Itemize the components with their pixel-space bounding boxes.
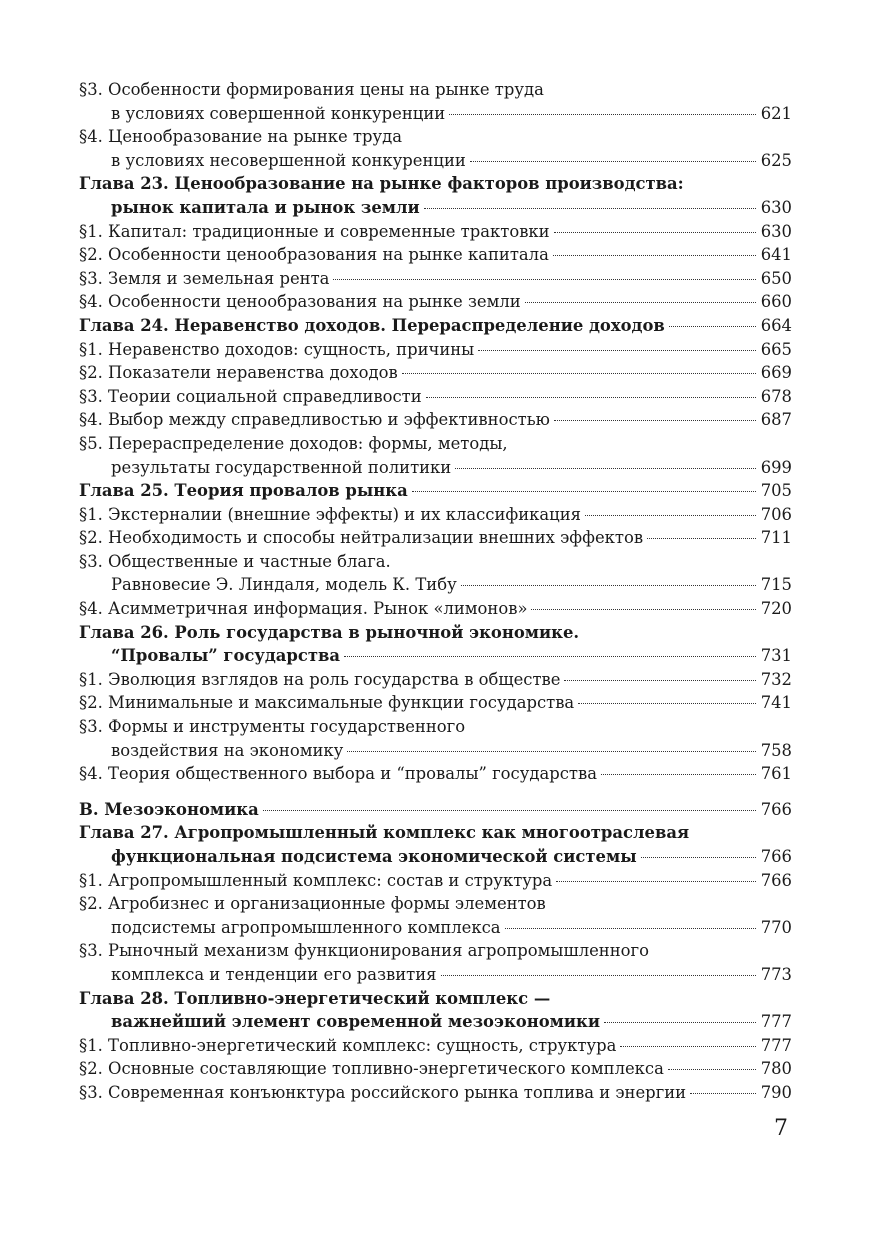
toc-entry-text: Глава 27. Агропромышленный комплекс как многоотраслевая	[79, 823, 690, 843]
toc-section-line	[79, 597, 792, 621]
dot-leader	[556, 881, 756, 882]
toc-entry-text	[79, 385, 422, 409]
dot-leader	[461, 585, 756, 586]
toc-page-number: 630	[760, 221, 792, 241]
toc-entry-text	[79, 715, 465, 739]
toc-entry-title: 4. Асимметричная информация. Рынок «лимонов»	[87, 599, 528, 619]
toc-entry-text	[79, 550, 391, 574]
toc-section-line	[79, 939, 792, 963]
toc-entry-text	[79, 597, 527, 621]
toc-entry-text: Глава 26. Роль государства в рыночной экономике.	[79, 622, 580, 642]
section-mark: §	[79, 410, 88, 430]
dot-leader	[455, 468, 756, 469]
toc-page-number: 777	[760, 1035, 792, 1055]
toc-page-number: 664	[760, 315, 792, 335]
toc-section-line	[79, 573, 792, 597]
toc-entry-text: Глава 24. Неравенство доходов. Перераспределение доходов	[79, 315, 665, 335]
dot-leader	[641, 857, 756, 858]
toc-entry-title: 1. Неравенство доходов: сущность, причины	[87, 339, 475, 359]
toc-page-number: 790	[760, 1082, 792, 1102]
toc-entry-text	[79, 762, 597, 786]
dot-leader	[690, 1093, 756, 1094]
toc-section-line	[79, 290, 792, 314]
dot-leader	[553, 255, 756, 256]
section-mark: §	[79, 764, 88, 784]
toc-entry-text: результаты государственной политики	[111, 457, 452, 477]
toc-entry-text: в условиях совершенной конкуренции	[111, 103, 446, 123]
toc-section-line	[79, 361, 792, 385]
dot-leader	[412, 491, 756, 492]
toc-section-line	[79, 456, 792, 480]
toc-entry-text: важнейший элемент современной мезоэкономики	[111, 1012, 601, 1032]
dot-leader	[578, 703, 756, 704]
section-mark: §	[79, 80, 88, 99]
dot-leader	[554, 420, 756, 421]
toc-page-number: 711	[760, 528, 792, 548]
toc-entry-title: 4. Особенности ценообразования на рынке земли	[87, 292, 521, 312]
toc-entry-text: рынок капитала и рынок земли	[111, 197, 420, 217]
toc-section-line	[79, 869, 792, 893]
toc-entry-title: 3. Рыночный механизм функционирования агропромышленного	[87, 941, 649, 961]
toc-entry-text	[79, 125, 402, 149]
toc-page-number: 761	[760, 764, 792, 784]
section-mark: §	[79, 894, 88, 914]
toc-entry-text	[79, 243, 549, 267]
toc-entry-title: 2. Основные составляющие топливно-энергетического комплекса	[87, 1059, 664, 1079]
toc-page-number: 687	[760, 410, 792, 430]
toc-entry-title: 5. Перераспределение доходов: формы, методы,	[87, 433, 508, 453]
toc-page-number: 699	[760, 457, 792, 477]
section-mark: §	[79, 693, 88, 713]
dot-leader	[554, 232, 756, 233]
toc-entry-title: 3. Формы и инструменты государственного	[87, 717, 466, 737]
toc-page-number: 741	[760, 693, 792, 713]
toc-section-line	[79, 762, 792, 786]
toc-entry-text	[79, 78, 544, 102]
section-mark: §	[79, 245, 88, 265]
toc-entry-text	[79, 290, 521, 314]
toc-entry-title: 2. Агробизнес и организационные формы элементов	[87, 894, 546, 914]
toc-entry-text: В. Мезоэкономика	[79, 799, 259, 819]
toc-entry-text	[79, 361, 398, 385]
toc-entry-text: Глава 23. Ценообразование на рынке факторов производства:	[79, 174, 684, 194]
dot-leader	[344, 656, 756, 657]
page-number: 7	[774, 1116, 788, 1141]
toc-page-number: 625	[760, 150, 792, 170]
dot-leader	[564, 680, 756, 681]
toc-section-line	[79, 1081, 792, 1105]
toc-section-line	[79, 1057, 792, 1081]
toc-entry-title: 1. Капитал: традиционные и современные трактовки	[87, 221, 550, 241]
toc-entry-title: 1. Экстерналии (внешние эффекты) и их классификация	[87, 504, 581, 524]
toc-page-number: 621	[760, 103, 792, 123]
toc-entry-text	[79, 691, 574, 715]
toc-entry-text: комплекса и тенденции его развития	[111, 964, 437, 984]
toc-page-number: 669	[760, 363, 792, 383]
section-mark: §	[79, 1035, 88, 1055]
dot-leader	[333, 279, 756, 280]
toc-page-number: 665	[760, 339, 792, 359]
toc-chapter-line	[79, 1010, 792, 1034]
toc-section-line	[79, 102, 792, 126]
toc-entry-title: 3. Современная конъюнктура российского рынка топлива и энергии	[87, 1082, 687, 1102]
toc-section-line	[79, 78, 792, 102]
toc-section-line	[79, 149, 792, 173]
toc-page-number: 780	[760, 1059, 792, 1079]
toc-page-number: 720	[760, 599, 792, 619]
toc-chapter-line	[79, 798, 792, 822]
toc-entry-text	[79, 432, 508, 456]
section-mark: §	[79, 941, 88, 961]
toc-entry-title: 3. Земля и земельная рента	[87, 268, 330, 288]
section-mark: §	[79, 669, 88, 689]
toc-section-line	[79, 385, 792, 409]
toc-entry-text	[79, 1057, 664, 1081]
toc-section-line	[79, 963, 792, 987]
dot-leader	[669, 326, 756, 327]
toc-chapter-line	[79, 821, 792, 845]
dot-leader	[470, 161, 756, 162]
toc-section-line	[79, 668, 792, 692]
toc-entry-text	[79, 526, 643, 550]
toc-section-line	[79, 125, 792, 149]
section-mark: §	[79, 339, 88, 359]
toc-entry-title: 3. Теории социальной справедливости	[87, 386, 422, 406]
toc-entry-title: 2. Необходимость и способы нейтрализации внешних эффектов	[87, 528, 644, 548]
dot-leader	[402, 373, 756, 374]
toc-section-line	[79, 550, 792, 574]
toc-entry-text	[79, 267, 329, 291]
section-mark: §	[79, 386, 88, 406]
dot-leader	[601, 774, 756, 775]
section-gap	[79, 786, 792, 798]
toc-entry-text	[79, 869, 552, 893]
toc-entry-text: функциональная подсистема экономической системы	[111, 847, 637, 866]
table-of-contents	[79, 78, 792, 1105]
section-mark: §	[79, 127, 88, 147]
dot-leader	[531, 609, 756, 610]
section-mark: §	[79, 1082, 88, 1102]
toc-page-number: 678	[760, 386, 792, 406]
toc-entry-text	[79, 892, 546, 916]
toc-entry-title: 2. Особенности ценообразования на рынке капитала	[87, 245, 549, 265]
dot-leader	[604, 1022, 756, 1023]
section-mark: §	[79, 551, 88, 571]
toc-page-number: 641	[760, 245, 792, 265]
toc-entry-text	[79, 408, 550, 432]
toc-entry-title: 1. Эволюция взглядов на роль государства в обществе	[87, 669, 561, 689]
toc-entry-title: 1. Агропромышленный комплекс: состав и структура	[87, 870, 553, 890]
toc-section-line	[79, 892, 792, 916]
toc-chapter-line	[79, 479, 792, 503]
toc-entry-text: “Провалы” государства	[111, 646, 341, 666]
section-mark: §	[79, 1059, 88, 1079]
toc-section-line	[79, 1034, 792, 1058]
toc-section-line	[79, 220, 792, 244]
section-mark: §	[79, 599, 88, 619]
toc-page-number: 706	[760, 504, 792, 524]
toc-entry-text: воздействия на экономику	[111, 740, 344, 760]
dot-leader	[347, 751, 756, 752]
dot-leader	[426, 397, 756, 398]
toc-entry-title: 1. Топливно-энергетический комплекс: сущность, структура	[87, 1035, 617, 1055]
toc-entry-title: 3. Особенности формирования цены на рынке труда	[87, 80, 544, 99]
toc-chapter-line	[79, 621, 792, 645]
toc-page-number: 732	[760, 669, 792, 689]
toc-section-line	[79, 916, 792, 940]
toc-entry-text: в условиях несовершенной конкуренции	[111, 150, 466, 170]
toc-entry-title: 4. Ценообразование на рынке труда	[87, 127, 402, 147]
toc-page-number: 731	[760, 646, 792, 666]
dot-leader	[505, 928, 756, 929]
dot-leader	[668, 1069, 756, 1070]
toc-page-number: 650	[760, 268, 792, 288]
toc-entry-title: 2. Показатели неравенства доходов	[87, 363, 398, 383]
dot-leader	[441, 975, 757, 976]
toc-chapter-line	[79, 845, 792, 869]
toc-page-number: 766	[760, 847, 792, 866]
toc-page-number: 770	[760, 917, 792, 937]
toc-entry-title: 4. Теория общественного выбора и “провалы” государства	[87, 764, 597, 784]
toc-page-number: 777	[760, 1012, 792, 1032]
toc-page-number: 630	[760, 197, 792, 217]
toc-page-number: 766	[760, 799, 792, 819]
toc-section-line	[79, 338, 792, 362]
toc-section-line	[79, 691, 792, 715]
toc-chapter-line	[79, 172, 792, 196]
toc-entry-text	[79, 220, 550, 244]
toc-entry-text	[79, 1081, 686, 1105]
toc-entry-text	[79, 1034, 616, 1058]
toc-entry-text	[79, 338, 474, 362]
toc-page-number: 715	[760, 575, 792, 595]
toc-section-line	[79, 526, 792, 550]
dot-leader	[585, 515, 756, 516]
toc-chapter-line	[79, 196, 792, 220]
section-mark: §	[79, 363, 88, 383]
dot-leader	[424, 208, 756, 209]
toc-chapter-line	[79, 987, 792, 1011]
toc-page-number: 766	[760, 870, 792, 890]
toc-section-line	[79, 267, 792, 291]
toc-chapter-line	[79, 314, 792, 338]
toc-page-number: 705	[760, 481, 792, 501]
dot-leader	[525, 302, 756, 303]
section-mark: §	[79, 292, 88, 312]
toc-page-number: 660	[760, 292, 792, 312]
section-mark: §	[79, 268, 88, 288]
toc-entry-title: 3. Общественные и частные блага.	[87, 551, 391, 571]
toc-section-line	[79, 408, 792, 432]
toc-entry-title: 4. Выбор между справедливостью и эффективностью	[87, 410, 550, 430]
section-mark: §	[79, 221, 88, 241]
toc-entry-text: Глава 28. Топливно-энергетический комплекс —	[79, 988, 551, 1008]
toc-section-line	[79, 739, 792, 763]
toc-entry-text	[79, 503, 581, 527]
dot-leader	[263, 810, 756, 811]
toc-entry-text: Глава 25. Теория провалов рынка	[79, 481, 408, 501]
dot-leader	[478, 350, 756, 351]
toc-section-line	[79, 432, 792, 456]
toc-page-number: 758	[760, 740, 792, 760]
section-mark: §	[79, 504, 88, 524]
toc-chapter-line	[79, 644, 792, 668]
toc-entry-text	[79, 668, 560, 692]
toc-page-number: 773	[760, 964, 792, 984]
toc-section-line	[79, 503, 792, 527]
toc-section-line	[79, 243, 792, 267]
toc-entry-title: 2. Минимальные и максимальные функции государства	[87, 693, 575, 713]
section-mark: §	[79, 433, 88, 453]
toc-entry-text: подсистемы агропромышленного комплекса	[111, 917, 501, 937]
dot-leader	[449, 114, 756, 115]
toc-section-line	[79, 715, 792, 739]
dot-leader	[647, 538, 756, 539]
toc-entry-text: Равновесие Э. Линдаля, модель К. Тибу	[111, 575, 457, 595]
section-mark: §	[79, 528, 88, 548]
dot-leader	[620, 1046, 756, 1047]
toc-entry-text	[79, 939, 649, 963]
section-mark: §	[79, 717, 88, 737]
section-mark: §	[79, 870, 88, 890]
